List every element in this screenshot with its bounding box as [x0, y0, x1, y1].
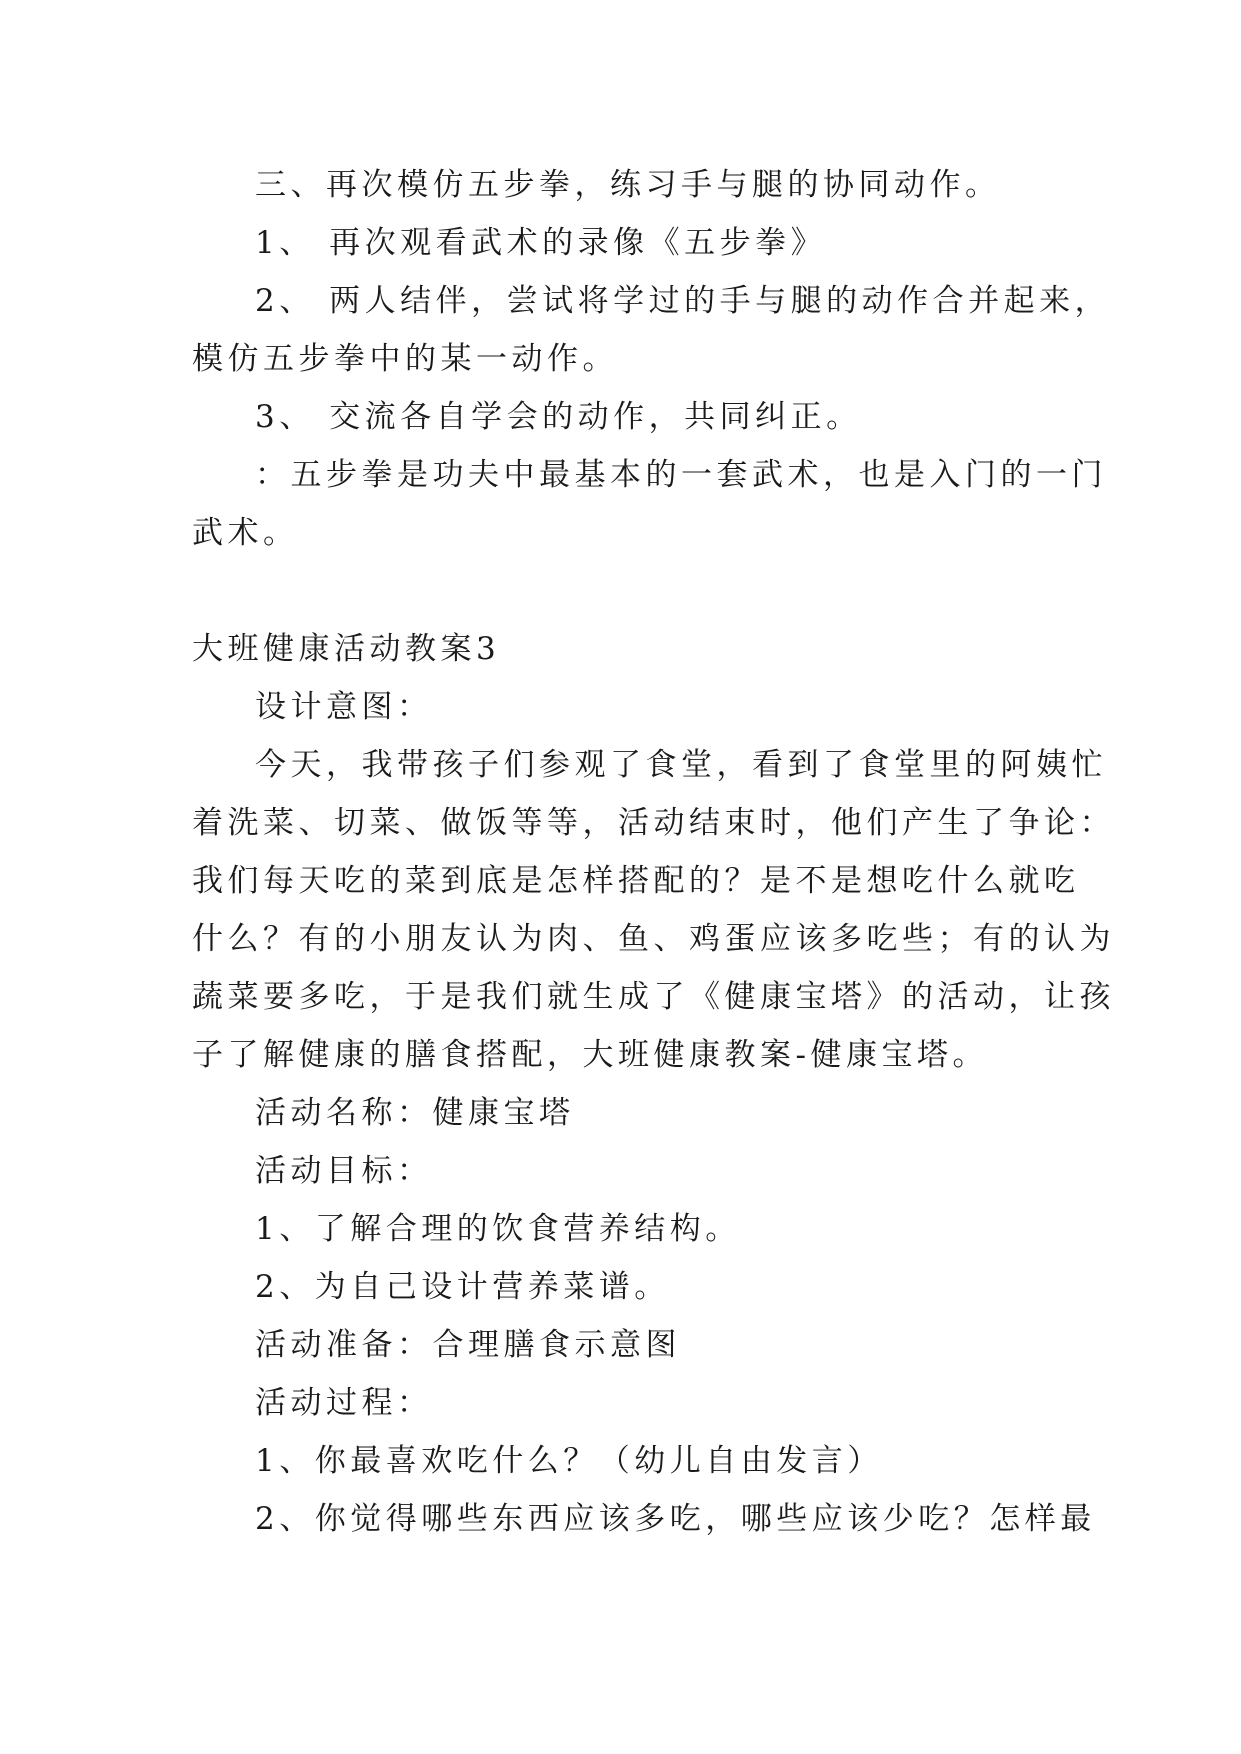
paragraph-line: 活动名称：健康宝塔: [255, 1095, 575, 1131]
section-title: 大班健康活动教案3: [192, 631, 501, 667]
paragraph-line: 什么？有的小朋友认为肉、鱼、鸡蛋应该多吃些；有的认为: [192, 921, 1115, 957]
paragraph-line: 活动准备：合理膳食示意图: [255, 1327, 681, 1363]
paragraph-line: 子了解健康的膳食搭配，大班健康教案-健康宝塔。: [192, 1037, 988, 1073]
paragraph-line: 1、你最喜欢吃什么？（幼儿自由发言）: [255, 1443, 883, 1479]
paragraph-line: 今天，我带孩子们参观了食堂，看到了食堂里的阿姨忙: [255, 747, 1107, 783]
paragraph-line: 着洗菜、切菜、做饭等等，活动结束时，他们产生了争论：: [192, 805, 1115, 841]
paragraph-line: 3、 交流各自学会的动作，共同纠正。: [255, 399, 862, 435]
paragraph-line: 2、 两人结伴，尝试将学过的手与腿的动作合并起来，: [255, 283, 1111, 319]
paragraph-line: 我们每天吃的菜到底是怎样搭配的？是不是想吃什么就吃: [192, 863, 1080, 899]
paragraph-line: 2、你觉得哪些东西应该多吃，哪些应该少吃？怎样最: [255, 1501, 1096, 1537]
paragraph-line: 活动过程：: [255, 1385, 433, 1421]
paragraph-line: 武术。: [192, 515, 299, 551]
paragraph-line: ：五步拳是功夫中最基本的一套武术，也是入门的一门: [255, 457, 1107, 493]
paragraph-line: 1、了解合理的饮食营养结构。: [255, 1211, 741, 1247]
paragraph-line: 三、再次模仿五步拳，练习手与腿的协同动作。: [255, 167, 1001, 203]
paragraph-line: 模仿五步拳中的某一动作。: [192, 341, 618, 377]
paragraph-line: 1、 再次观看武术的录像《五步拳》: [255, 225, 827, 261]
paragraph-line: 2、为自己设计营养菜谱。: [255, 1269, 670, 1305]
paragraph-line: 设计意图：: [255, 689, 433, 725]
paragraph-line: 活动目标：: [255, 1153, 433, 1189]
paragraph-line: 蔬菜要多吃，于是我们就生成了《健康宝塔》的活动，让孩: [192, 979, 1115, 1015]
